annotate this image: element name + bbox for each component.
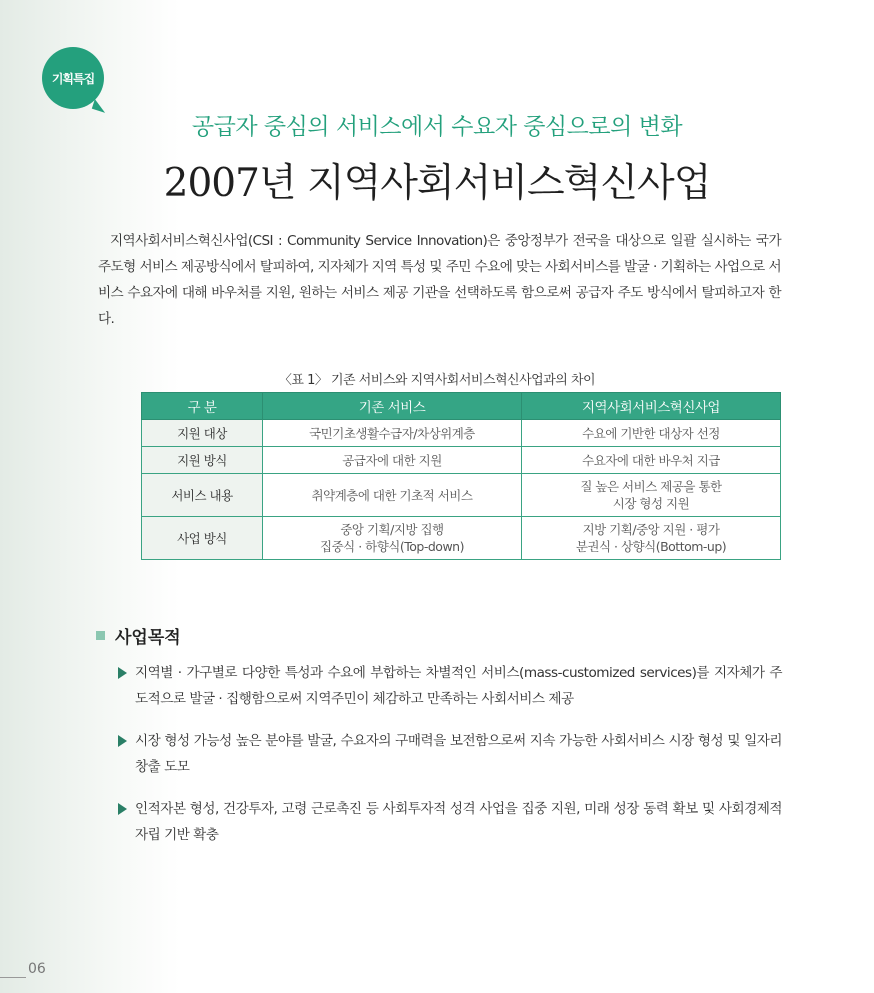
cell-csi [522,447,781,474]
row-label: 사업 방식 [142,517,263,560]
cell-line: 취약계층에 대한 기초적 서비스 [311,487,473,503]
page-number-rule [0,977,26,978]
table-row [142,447,781,474]
cell-line: 지방 기획/중앙 지원 · 평가 [582,522,720,537]
cell-line: 국민기초생활수급자/차상위계층 [309,425,475,441]
square-bullet-icon [96,631,105,640]
cell-csi [522,420,781,447]
cell-existing [263,517,522,560]
section-title: 사업목적 [115,628,181,648]
row-label: 서비스 내용 [142,474,263,517]
list-item [118,728,782,780]
cell-line: 질 높은 서비스 제공을 통한 [580,479,722,494]
header-category: 구 분 [142,393,263,420]
list-item-text: 시장 형성 가능성 높은 분야를 발굴, 수요자의 구매력을 보전함으로써 지속 가능한 사회서비스 시장 형성 및 일자리 창출 도모 [135,733,782,775]
cell-line: 집중식 · 하향식(Top-down) [320,539,464,554]
cell-line: 분권식 · 상향식(Bottom-up) [575,539,727,554]
cell-line: 중앙 기획/지방 집행 [340,522,444,537]
table-header-row [142,393,781,420]
section-heading [96,623,181,648]
triangle-bullet-icon [118,667,127,679]
badge-label: 기획특집 [51,71,95,86]
comparison-table [141,392,781,560]
page-subtitle: 공급자 중심의 서비스에서 수요자 중심으로의 변화 [191,114,683,140]
cell-line: 수요자에 대한 바우처 지급 [582,452,720,468]
table-row [142,474,781,517]
cell-line: 수요에 기반한 대상자 선정 [582,425,720,441]
header-csi: 지역사회서비스혁신사업 [522,393,781,420]
cell-csi [522,474,781,517]
intro-text: 지역사회서비스혁신사업(CSI : Community Service Innovation)은 중앙정부가 전국을 대상으로 일괄 실시하는 국가 주도형 서비스 제공방식에서 탈피하여, 지자체가 지역 특성 및 주민 수요에 맞는 사회서비스를 발굴 · 기획하는 사업으로 서비스 수요자에 대해 바우처를 지원, 원하는 서비스 제공 기관을 선택하도록 함으로써 공급자 주도 방식에서 탈피하고자 한다. [98,233,781,327]
cell-existing [263,447,522,474]
page-number: 06 [28,961,46,977]
row-label: 지원 대상 [142,420,263,447]
table-row [142,517,781,560]
triangle-bullet-icon [118,735,127,747]
feature-badge [42,47,104,109]
table-caption: 〈표 1〉 기존 서비스와 지역사회서비스혁신사업과의 차이 [278,373,596,388]
triangle-bullet-icon [118,803,127,815]
cell-line: 공급자에 대한 지원 [342,452,442,468]
cell-existing [263,420,522,447]
intro-paragraph [98,228,781,332]
cell-csi [522,517,781,560]
list-item-text: 인적자본 형성, 건강투자, 고령 근로촉진 등 사회투자적 성격 사업을 집중 지원, 미래 성장 동력 확보 및 사회경제적 자립 기반 확충 [135,801,782,843]
list-item [118,796,782,848]
table-row [142,420,781,447]
list-item-text: 지역별 · 가구별로 다양한 특성과 수요에 부합하는 차별적인 서비스(mass-customized services)를 지자체가 주도적으로 발굴 · 집행함으로써 지역주민이 체감하고 만족하는 사회서비스 제공 [135,665,782,707]
purpose-list [118,660,782,864]
cell-existing [263,474,522,517]
list-item [118,660,782,712]
page-title: 2007년 지역사회서비스혁신사업 [163,161,711,206]
cell-line: 시장 형성 지원 [612,496,690,511]
row-label: 지원 방식 [142,447,263,474]
header-existing: 기존 서비스 [263,393,522,420]
